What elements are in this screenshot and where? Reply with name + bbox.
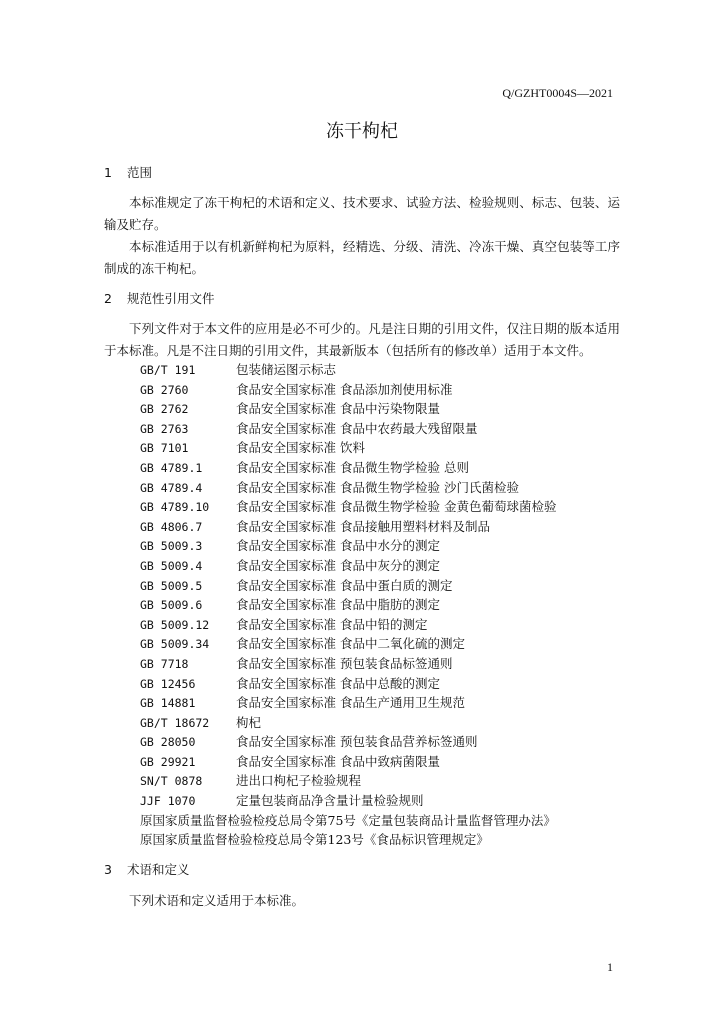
section-1-heading xyxy=(104,163,152,181)
section-1-paragraph-2: 本标准适用于以有机新鲜枸杞为原料，经精选、分级、清洗、冷冻干燥、真空包装等工序制成的冻干枸杞。 xyxy=(104,239,620,276)
reference-item xyxy=(140,595,556,615)
reference-item xyxy=(140,771,556,791)
reference-code: GB 5009.3 xyxy=(140,539,203,554)
reference-item xyxy=(140,478,556,498)
reference-name: 食品安全国家标准 食品中脂肪的测定 xyxy=(236,597,440,613)
reference-item xyxy=(140,536,556,556)
document-title: 冻干枸杞 xyxy=(326,121,398,142)
reference-name: 食品安全国家标准 食品添加剂使用标准 xyxy=(236,381,453,397)
reference-name: 食品安全国家标准 食品微生物学检验 总则 xyxy=(236,459,469,475)
reference-item xyxy=(140,713,556,733)
reference-item xyxy=(140,360,556,380)
reference-code: GB 2760 xyxy=(140,382,189,397)
reference-code: GB 7718 xyxy=(140,656,189,671)
reference-code: GB/T 18672 xyxy=(140,715,210,730)
reference-item xyxy=(140,811,556,831)
reference-code: GB 5009.6 xyxy=(140,598,203,613)
reference-item xyxy=(140,399,556,419)
section-title: 范围 xyxy=(127,165,153,180)
reference-code: GB 4806.7 xyxy=(140,519,203,534)
reference-name: 食品安全国家标准 食品接触用塑料材料及制品 xyxy=(236,518,490,534)
reference-code: GB 5009.12 xyxy=(140,617,210,632)
reference-name: 定量包装商品净含量计量检验规则 xyxy=(236,793,424,809)
reference-name: 食品安全国家标准 预包装食品营养标签通则 xyxy=(236,734,478,750)
reference-name: 进出口枸杞子检验规程 xyxy=(236,773,362,789)
section-2-heading xyxy=(104,289,215,307)
reference-item xyxy=(140,419,556,439)
section-title: 术语和定义 xyxy=(127,862,190,877)
reference-item xyxy=(140,615,556,635)
reference-name: 食品安全国家标准 预包装食品标签通则 xyxy=(236,655,453,671)
reference-name: 包装储运图示标志 xyxy=(236,362,337,377)
reference-item xyxy=(140,634,556,654)
reference-name: 原国家质量监督检验检疫总局令第75号《定量包装商品计量监督管理办法》 xyxy=(140,812,556,828)
document-code: Q/GZHT0004S—2021 xyxy=(502,86,613,100)
reference-code: GB 4789.4 xyxy=(140,480,203,495)
reference-name: 食品安全国家标准 食品微生物学检验 沙门氏菌检验 xyxy=(236,479,519,495)
reference-code: GB 4789.1 xyxy=(140,460,203,475)
reference-item xyxy=(140,380,556,400)
reference-item xyxy=(140,576,556,596)
section-number: 3 xyxy=(104,862,112,877)
reference-item xyxy=(140,752,556,772)
reference-code: JJF 1070 xyxy=(140,794,196,809)
reference-name: 原国家质量监督检验检疫总局令第123号《食品标识管理规定》 xyxy=(140,832,489,848)
section-3-heading xyxy=(104,860,190,878)
reference-item xyxy=(140,438,556,458)
reference-name: 食品安全国家标准 食品中水分的测定 xyxy=(236,538,440,554)
section-number: 1 xyxy=(104,165,112,180)
reference-item xyxy=(140,458,556,478)
reference-name: 食品安全国家标准 食品中致病菌限量 xyxy=(236,753,440,769)
section-title: 规范性引用文件 xyxy=(127,291,215,306)
reference-item xyxy=(140,732,556,752)
reference-name: 食品安全国家标准 食品中蛋白质的测定 xyxy=(236,577,453,593)
reference-code: GB 5009.4 xyxy=(140,558,203,573)
reference-name: 食品安全国家标准 食品中灰分的测定 xyxy=(236,557,440,573)
reference-item xyxy=(140,497,556,517)
reference-code: GB 4789.10 xyxy=(140,500,210,515)
reference-name: 食品安全国家标准 食品生产通用卫生规范 xyxy=(236,695,465,711)
reference-code: GB 7101 xyxy=(140,441,189,456)
reference-code: SN/T 0878 xyxy=(140,774,203,789)
reference-name: 食品安全国家标准 食品微生物学检验 金黄色葡萄球菌检验 xyxy=(236,499,557,515)
reference-code: GB/T 191 xyxy=(140,363,196,377)
section-2-paragraph-1: 下列文件对于本文件的应用是必不可少的。凡是注日期的引用文件，仅注日期的版本适用于本标准。凡是不注日期的引用文件，其最新版本（包括所有的修改单）适用于本文件。 xyxy=(104,321,620,358)
reference-code: GB 29921 xyxy=(140,754,196,769)
reference-name: 食品安全国家标准 食品中农药最大残留限量 xyxy=(236,420,478,436)
reference-name: 食品安全国家标准 食品中二氧化硫的测定 xyxy=(236,636,465,652)
reference-code: GB 2762 xyxy=(140,402,189,417)
section-3-paragraph-1: 下列术语和定义适用于本标准。 xyxy=(129,893,305,908)
reference-item xyxy=(140,791,556,811)
section-1-paragraph-1: 本标准规定了冻干枸杞的术语和定义、技术要求、试验方法、检验规则、标志、包装、运输及贮存。 xyxy=(104,195,620,232)
reference-code: GB 2763 xyxy=(140,421,189,436)
reference-name: 枸杞 xyxy=(236,714,262,730)
reference-item xyxy=(140,693,556,713)
reference-item xyxy=(140,674,556,694)
reference-item xyxy=(140,556,556,576)
reference-name: 食品安全国家标准 食品中污染物限量 xyxy=(236,401,440,417)
reference-code: GB 14881 xyxy=(140,696,196,711)
reference-code: GB 5009.34 xyxy=(140,637,210,652)
reference-code: GB 28050 xyxy=(140,735,196,750)
page-number: 1 xyxy=(607,960,613,974)
reference-item xyxy=(140,654,556,674)
reference-name: 食品安全国家标准 食品中总酸的测定 xyxy=(236,675,440,691)
reference-item xyxy=(140,830,556,850)
reference-item xyxy=(140,517,556,537)
reference-name: 食品安全国家标准 饮料 xyxy=(236,440,365,456)
reference-name: 食品安全国家标准 食品中铅的测定 xyxy=(236,616,428,632)
reference-code: GB 5009.5 xyxy=(140,578,203,593)
section-number: 2 xyxy=(104,291,112,306)
reference-list xyxy=(140,360,556,850)
reference-code: GB 12456 xyxy=(140,676,196,691)
